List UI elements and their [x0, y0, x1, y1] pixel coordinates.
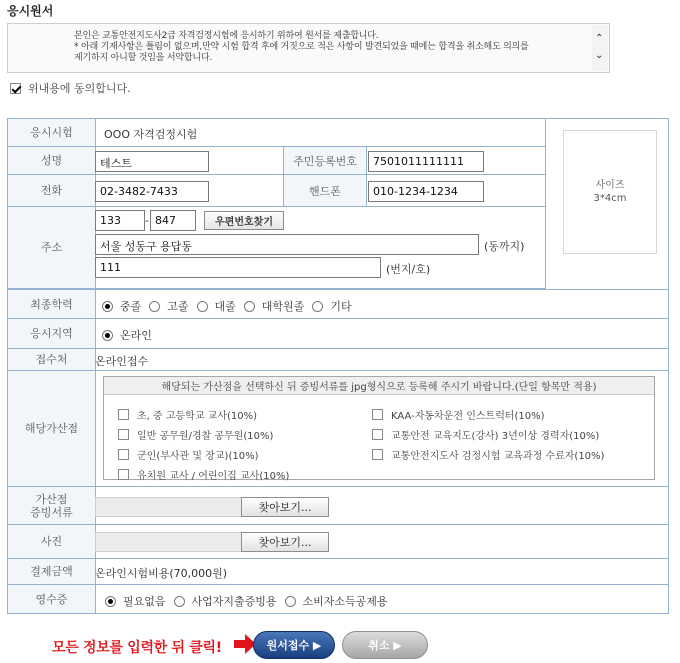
receipt-option-label: 필요없음 — [123, 595, 166, 608]
application-form — [7, 118, 669, 614]
bonus-item-label: 일반 공무원/경찰 공무원(10%) — [137, 430, 274, 442]
rrn-label: 주민등록번호 — [283, 147, 367, 174]
chevron-down-icon[interactable]: ⌄ — [595, 50, 604, 61]
rrn-input[interactable]: 7501011111111 — [368, 151, 484, 172]
education-option[interactable] — [149, 298, 188, 314]
radio-button[interactable] — [285, 596, 296, 607]
photo-size-value: 3*4cm — [593, 193, 627, 204]
zip2-input[interactable]: 847 — [150, 210, 196, 231]
photo-size-label: 사이즈 — [595, 180, 625, 191]
bonus-checkbox[interactable] — [118, 469, 129, 480]
row-exam — [8, 119, 545, 147]
bonus-item-label: 군인(부사관 및 장교)(10%) — [137, 450, 259, 462]
row-name — [8, 147, 545, 175]
bonus-item[interactable] — [118, 444, 289, 464]
row-payment — [8, 559, 668, 585]
receipt-option[interactable] — [174, 593, 277, 609]
mobile-label: 핸드폰 — [283, 175, 367, 206]
bonus-doc-browse-button[interactable]: 찾아보기... — [241, 497, 329, 517]
bonus-item-label: 교통안전 교육지도(강사) 3년이상 경력자(10%) — [391, 430, 600, 442]
address-line2-input[interactable]: 111 — [95, 257, 381, 278]
bonus-item[interactable] — [118, 464, 289, 484]
photo-cell — [545, 119, 668, 289]
radio-button[interactable] — [197, 301, 208, 312]
receipt-option[interactable] — [285, 593, 388, 609]
bonus-checkbox[interactable] — [118, 429, 129, 440]
submit-button[interactable]: 원서접수 ▶ — [253, 631, 335, 659]
radio-button[interactable] — [174, 596, 185, 607]
education-option-label: 중졸 — [120, 300, 142, 313]
education-radio-group — [102, 298, 360, 314]
bonus-checkbox[interactable] — [372, 429, 383, 440]
receipt-label: 영수증 — [8, 585, 96, 613]
agree-checkbox[interactable] — [10, 83, 21, 94]
row-address — [8, 207, 545, 289]
zip-search-button[interactable]: 우편번호찾기 — [204, 211, 284, 230]
agree-row — [10, 80, 131, 96]
phone-input[interactable]: 02-3482-7433 — [95, 181, 209, 202]
exam-value: OOO 자격검정시험 — [104, 128, 198, 141]
receipt-option-label: 소비자소득공제용 — [302, 595, 388, 608]
address-line2-hint: (번지/호) — [386, 263, 431, 276]
education-option[interactable] — [244, 298, 305, 314]
row-bonus — [8, 371, 668, 487]
payment-value: 온라인시험비용(70,000원) — [95, 567, 228, 580]
region-option-label: 온라인 — [120, 329, 152, 342]
notice-text — [74, 31, 594, 64]
region-option[interactable] — [102, 327, 152, 343]
bonus-header: 해당되는 가산점을 선택하신 뒤 증빙서류를 jpg형식으로 등록해 주시기 바랍니다.(단일 항목만 적용) — [104, 377, 654, 395]
reception-label: 접수처 — [8, 349, 96, 370]
zip1-input[interactable]: 133 — [95, 210, 145, 231]
radio-button[interactable] — [244, 301, 255, 312]
address-line1-input[interactable]: 서울 성동구 용답동 — [95, 234, 479, 255]
chevron-up-icon[interactable]: ⌃ — [595, 33, 604, 44]
bonus-item[interactable] — [118, 404, 289, 424]
receipt-option[interactable] — [105, 593, 166, 609]
bonus-box — [103, 376, 655, 480]
notice-line-3: 제기하지 아니할 것임을 서약합니다. — [74, 53, 213, 63]
bonus-item[interactable] — [118, 424, 289, 444]
payment-label: 결제금액 — [8, 559, 96, 584]
name-label: 성명 — [8, 147, 96, 174]
picture-browse-button[interactable]: 찾아보기... — [241, 532, 329, 552]
education-option-label: 고졸 — [167, 300, 189, 313]
bonus-checkbox[interactable] — [118, 449, 129, 460]
radio-button[interactable] — [149, 301, 160, 312]
region-label: 응시지역 — [8, 319, 96, 348]
cancel-button[interactable]: 취소 ▶ — [342, 631, 428, 659]
radio-button[interactable] — [105, 596, 116, 607]
picture-file-field[interactable] — [95, 532, 245, 552]
bonus-item[interactable] — [372, 404, 604, 424]
bonus-doc-label — [8, 487, 96, 524]
bonus-label: 해당가산점 — [8, 371, 96, 486]
notice-line-1: 본인은 교통안전지도사2급 자격검정시험에 응시하기 위하여 원서를 제출합니다. — [74, 31, 379, 41]
bonus-doc-file-field[interactable] — [95, 497, 245, 517]
row-region — [8, 319, 668, 349]
row-picture — [8, 525, 668, 559]
row-bonus-doc — [8, 487, 668, 525]
zip-separator: - — [145, 214, 149, 227]
bonus-item[interactable] — [372, 424, 604, 444]
exam-label: 응시시험 — [8, 119, 96, 146]
education-label: 최종학력 — [8, 290, 96, 318]
radio-button[interactable] — [102, 301, 113, 312]
education-option[interactable] — [312, 298, 351, 314]
bonus-item[interactable] — [372, 444, 604, 464]
agree-label: 위내용에 동의합니다. — [28, 82, 131, 95]
radio-button[interactable] — [312, 301, 323, 312]
reception-value: 온라인접수 — [95, 355, 149, 368]
bonus-checkbox[interactable] — [372, 409, 383, 420]
education-option-label: 기타 — [330, 300, 352, 313]
mobile-input[interactable]: 010-1234-1234 — [368, 181, 484, 202]
row-reception — [8, 349, 668, 371]
row-phone — [8, 175, 545, 207]
hint-text: 모든 정보를 입력한 뒤 클릭! — [52, 640, 222, 656]
notice-line-2: * 아래 기재사항은 틀림이 없으며,만약 시험 합격 후에 거짓으로 적은 사항이 발견되었을 때에는 합격을 취소해도 의의를 — [74, 42, 529, 52]
photo-placeholder — [563, 130, 657, 254]
bonus-item-label: KAA-자동차운전 인스트럭터(10%) — [391, 410, 545, 422]
picture-label: 사진 — [8, 525, 96, 558]
bonus-item-label: 교통안전지도사 검정시험 교육과정 수료자(10%) — [391, 450, 605, 462]
education-option[interactable] — [197, 298, 236, 314]
page-title: 응시원서 — [7, 4, 54, 18]
receipt-radio-group — [105, 593, 396, 609]
notice-scrollbar[interactable] — [592, 25, 608, 71]
bonus-item-label: 유치원 교사 / 어린이집 교사(10%) — [137, 470, 290, 482]
bonus-doc-label-line1: 가산점 — [35, 492, 68, 506]
bonus-doc-label-line2: 증빙서류 — [30, 505, 73, 519]
bottom-bar — [0, 628, 680, 660]
phone-label: 전화 — [8, 175, 96, 206]
address-line1-hint: (동까지) — [484, 240, 525, 253]
bonus-right-column — [372, 404, 604, 464]
row-receipt — [8, 585, 668, 613]
receipt-option-label: 사업자지출증빙용 — [191, 595, 277, 608]
bonus-left-column — [118, 404, 289, 484]
row-education — [8, 289, 668, 319]
education-option[interactable] — [102, 298, 141, 314]
notice-box[interactable] — [7, 23, 610, 73]
address-label: 주소 — [8, 207, 96, 288]
education-option-label: 대졸 — [214, 300, 236, 313]
name-input[interactable]: 테스트 — [95, 151, 209, 172]
region-radio-group — [102, 327, 160, 343]
bonus-item-label: 초, 중 고등학교 교사(10%) — [137, 410, 258, 422]
education-option-label: 대학원졸 — [261, 300, 305, 313]
radio-button[interactable] — [102, 330, 113, 341]
bonus-checkbox[interactable] — [118, 409, 129, 420]
bonus-checkbox[interactable] — [372, 449, 383, 460]
